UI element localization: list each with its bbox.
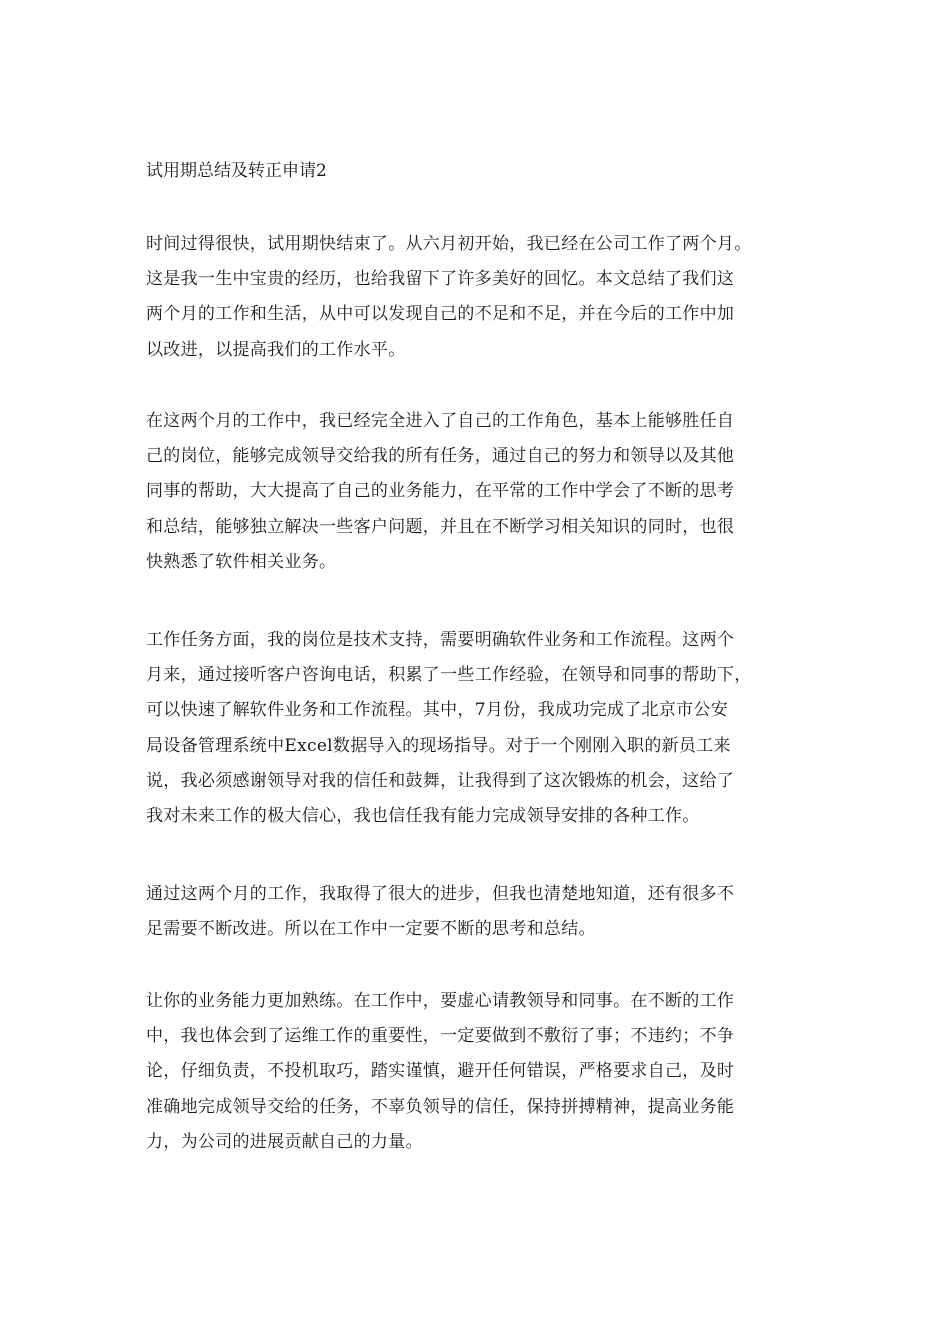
paragraph-line: 说，我必须感谢领导对我的信任和鼓舞，让我得到了这次锻炼的机会，这给了 (146, 770, 735, 791)
paragraph-line: 时间过得很快，试用期快结束了。从六月初开始，我已经在公司工作了两个月。 (146, 234, 752, 254)
paragraph-3 (146, 623, 806, 834)
paragraph-line: 局设备管理系统中Excel数据导入的现场指导。对于一个刚刚入职的新员工来 (146, 735, 731, 756)
paragraph-4 (146, 877, 806, 947)
paragraph-5 (146, 984, 806, 1160)
paragraph-line: 同事的帮助，大大提高了自己的业务能力，在平常的工作中学会了不断的思考 (146, 481, 735, 502)
paragraph-line: 月来，通过接听客户咨询电话，积累了一些工作经验，在领导和同事的帮助下， (146, 665, 752, 686)
paragraph-line: 中，我也体会到了运维工作的重要性，一定要做到不敷衍了事；不违约；不争 (146, 1026, 735, 1047)
document-title: 试用期总结及转正申请2 (146, 161, 327, 181)
paragraph-line: 在这两个月的工作中，我已经完全进入了自己的工作角色，基本上能够胜任自 (146, 411, 735, 431)
paragraph-line: 这是我一生中宝贵的经历，也给我留下了许多美好的回忆。本文总结了我们这 (146, 269, 735, 290)
paragraph-line: 快熟悉了软件相关业务。 (146, 551, 337, 572)
paragraph-line: 足需要不断改进。所以在工作中一定要不断的思考和总结。 (146, 919, 596, 940)
paragraph-line: 我对未来工作的极大信心，我也信任我有能力完成领导安排的各种工作。 (146, 805, 700, 826)
paragraph-line: 力，为公司的进展贡献自己的力量。 (146, 1131, 423, 1152)
paragraph-line: 通过这两个月的工作，我取得了很大的进步，但我也清楚地知道，还有很多不 (146, 884, 735, 904)
paragraph-line: 可以快速了解软件业务和工作流程。其中，7月份，我成功完成了北京市公安 (146, 700, 729, 721)
paragraph-line: 己的岗位，能够完成领导交给我的所有任务，通过自己的努力和领导以及其他 (146, 446, 735, 467)
paragraph-line: 两个月的工作和生活，从中可以发现自己的不足和不足，并在今后的工作中加 (146, 304, 735, 325)
paragraph-1 (146, 227, 806, 368)
paragraph-line: 工作任务方面，我的岗位是技术支持，需要明确软件业务和工作流程。这两个 (146, 630, 735, 650)
paragraph-line: 论，仔细负责，不投机取巧，踏实谨慎，避开任何错误，严格要求自己，及时 (146, 1061, 735, 1082)
paragraph-line: 让你的业务能力更加熟练。在工作中，要虚心请教领导和同事。在不断的工作 (146, 991, 735, 1011)
paragraph-line: 和总结，能够独立解决一些客户问题，并且在不断学习相关知识的同时，也很 (146, 516, 735, 537)
paragraph-line: 准确地完成领导交给的任务，不辜负领导的信任，保持拼搏精神，提高业务能 (146, 1096, 735, 1117)
paragraph-line: 以改进，以提高我们的工作水平。 (146, 339, 406, 360)
paragraph-2 (146, 404, 806, 580)
